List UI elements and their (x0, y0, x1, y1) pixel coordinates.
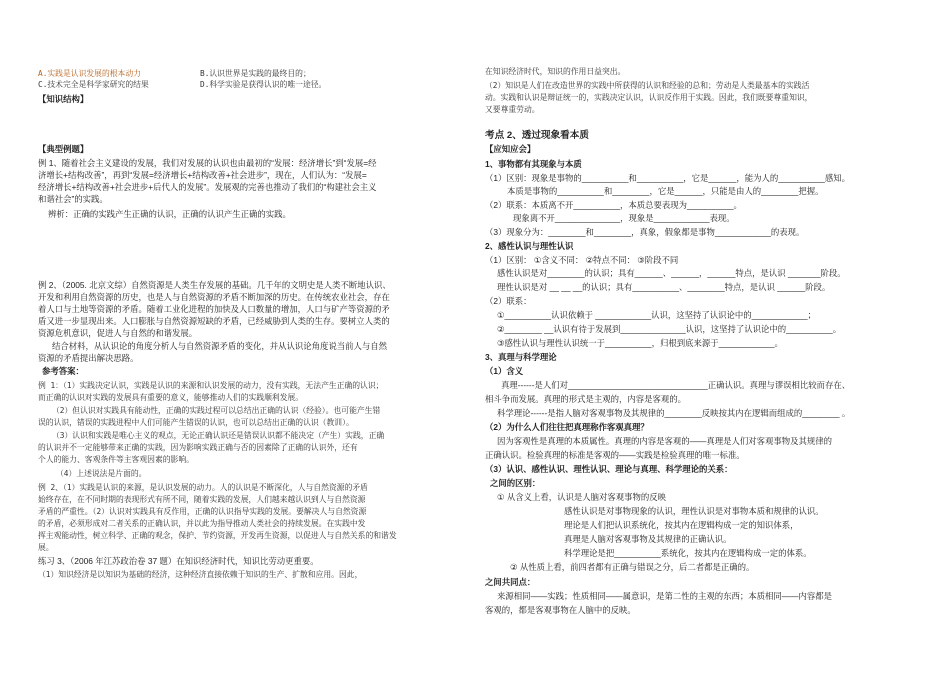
left-text-line: 资源的矛盾提出解决思路。 (38, 353, 139, 363)
right-text-line: （2）联系：本质离不开__________，本质总要表现为__________。 (485, 200, 742, 210)
left-text-line: 着人口与土地等资源的矛盾。随着工业化进程的加快及人口数量的增加，人口与矿产等资源的矛 (38, 304, 390, 314)
right-text-line: 因为客观性是真理的本质属性。真理的内容是客观的——真理是人们对客观事物及其规律的 (497, 436, 832, 446)
right-text-line: 客观的，都是客观事物在人脑中的反映。 (485, 605, 636, 615)
right-text-line: （3）现象分为：________和________，真象，假象都是事物____________的表现。 (485, 227, 805, 237)
right-text-line: 又要尊重劳动。 (485, 105, 540, 114)
left-text-line: 练习 3、（2006 年江苏政治卷 37 题）在知识经济时代，知识比劳动更重要。 (38, 556, 319, 566)
left-text-line: 个人的能力、客观条件等主客观因素的影响。 (38, 455, 194, 464)
left-text-line: 和谐社会”的实践。 (38, 194, 108, 204)
right-text-line: （2）为什么人们往往把真理称作客观真理？ (485, 422, 649, 432)
left-text-line: 挥主观能动性，树立科学、正确的观念，保护、节约资源，开发再生资源，以促进人与自然关系的和谐发 (38, 531, 397, 540)
right-text-line: 理论是人们把认识系统化，按其内在逻辑构成一定的知识体系， (564, 520, 799, 530)
left-text-line: C.技术完全是科学家研究的结果 (38, 80, 149, 89)
right-text-line: ③感性认识与理性认识统一于__________，归根到底来源于____________。 (497, 338, 783, 348)
left-text-line: 开发和利用自然资源的历史，也是人与自然资源的矛盾不断加深的历史。在传统农业社会，存在 (38, 292, 390, 302)
left-text-line: 的认识并不一定能够带来正确的实践，因为影响实践正确与否的因素除了正确的认识外，还有 (38, 443, 358, 452)
right-text-line: 在知识经济时代，知识的作用日益突出。 (485, 67, 626, 76)
left-text-line: 而正确的认识对实践的发展具有重要的意义，能够推动人们的实践顺利发展。 (38, 393, 304, 402)
left-text-line: 例 1、随着社会主义建设的发展，我们对发展的认识也由最初的“发展：经济增长”到“发展=经 (38, 158, 377, 168)
left-text-line: （3）认识和实践是唯心主义的观点，无论正确认识还是错误认识都不能决定（产生）实践，正确 (52, 431, 385, 440)
left-text-line: （1）知识经济是以知识为基础的经济，这种经济直接依赖于知识的生产、扩散和应用。因此， (38, 570, 363, 579)
left-text-line: 济增长+结构改善”，再到“发展=经济增长+结构改善+社会进步”，现在，人们认为：“发展= (38, 170, 367, 180)
left-text-line: （4）上述说法是片面的。 (56, 469, 147, 478)
right-text-line: （2）联系： (485, 296, 532, 306)
right-text-line: 【应知应会】 (485, 144, 536, 154)
right-text-line: ①__________认识依赖于 ____________认识，这坚持了认识论中的____________； (497, 310, 816, 320)
right-text-line: 科学理论是把__________系统化，按其内在逻辑构成一定的体系。 (564, 548, 812, 558)
left-text-line: A.实践是认识发展的根本动力 (38, 69, 141, 78)
left-text-line: 经济增长+结构改善+社会进步+后代人的发展”。发展观的完善也推动了我们的“构建社会主义 (38, 182, 377, 192)
right-text-line: 正确认识。检验真理的标准是客观的——实践是检验真理的唯一标准。 (485, 450, 745, 460)
left-text-line: 误的认识，错误的实践进程中人们可能产生错误的认识，也可以总结出正确的认识（教训）。 (38, 418, 354, 427)
left-text-line: 例 2、（2005. 北京文综）自然资源是人类生存发展的基础。几千年的文明史是人类不断地认识、 (38, 280, 391, 290)
right-text-line: 感性认识是对________的认识；具有______、______，______特点，是认识 _______阶段。 (497, 268, 846, 278)
right-text-line: 真理是人脑对客观事物及其规律的正确认识。 (564, 534, 732, 544)
right-text-line: （1）含义 (485, 366, 524, 376)
right-text-line: ②________ __认识有待于发展到______________认识，这坚持了认识论中的__________。 (497, 324, 842, 334)
right-text-line: 真理------是人们对______________________________正确认识。真理与谬误相比较而存在、 (501, 380, 851, 390)
right-text-line: 来源相同——实践；性质相同——属意识，是第二性的主观的东西；本质相同——内容都是 (497, 591, 832, 601)
right-text-line: 现象离不开______________，现象是____________表现。 (513, 213, 735, 223)
left-text-line: D.科学实验是获得认识的唯一途径。 (200, 80, 327, 89)
right-text-line: 理性认识是对 __ __ __的认识；具有__________、________特点，是认识 ______阶段。 (497, 282, 831, 292)
right-text-line: 科学理论------是指人脑对客观事物及其规律的________反映按其内在逻辑而组成的________ 。 (497, 408, 851, 418)
left-text-line: 例 1：（1）实践决定认识，实践是认识的来源和认识发展的动力，没有实践，无法产生正确的认识； (38, 381, 384, 390)
right-text-line: ② 从性质上看，前四者都有正确与错误之分，后二者都是正确的。 (510, 562, 755, 572)
right-text-line: 之间共同点： (485, 577, 536, 587)
right-text-line: ① 从含义上看，认识是人脑对客观事物的反映 (497, 492, 666, 502)
right-text-line: （1）区别： ①含义不同： ②特点不同： ③阶段不同 (485, 255, 679, 265)
left-text-line: 资源危机意识，促进人与自然的和谐发展。 (38, 328, 198, 338)
right-text-line: 本质是事物的__________和________，它是______，只能是由人的________把握。 (507, 186, 824, 196)
left-text-line: 盾又进一步显现出来。人口膨胀与自然资源短缺的矛盾，已经威胁到人类的生存。要树立人类的 (38, 316, 390, 326)
left-text-line: B.认识世界是实践的最终目的； (200, 69, 311, 78)
right-text-line: 考点 2、透过现象看本质 (485, 130, 589, 141)
left-text-line: 辨析：正确的实践产生正确的认识，正确的认识产生正确的实践。 (48, 209, 291, 219)
right-text-line: 1、事物都有其现象与本质 (485, 159, 582, 169)
left-text-line: （2）但认识对实践具有能动性，正确的实践过程可以总结出正确的认识（经验）。也可能产生错 (52, 406, 381, 415)
left-text-line: 结合材料，从认识论的角度分析人与自然资源矛盾的变化，并从认识论角度说当前人与自然 (52, 341, 387, 351)
right-text-line: 动。实践和认识是辩证统一的，实践决定认识，认识反作用于实践。因此，我们既要尊重知识， (485, 93, 813, 102)
left-text-line: 的矛盾，必须形成对二者关系的正确认识，并以此为指导推动人类社会的持续发展。在实践中发 (38, 519, 366, 528)
right-text-line: 2、感性认识与理性认识 (485, 241, 574, 251)
right-text-line: 相斗争而发展。真理的形式是主观的，内容是客观的。 (485, 394, 686, 404)
right-text-line: （2）知识是人们在改造世界的实践中所获得的认识和经验的总和；劳动是人类最基本的实践活 (485, 81, 810, 90)
left-text-line: 【知识结构】 (38, 94, 89, 104)
left-text-line: 始终存在，在不同时期的表现形式有所不同，随着实践的发展，人们越来越认识到人与自然资源 (38, 495, 366, 504)
right-text-line: （3）认识、感性认识、理性认识、理论与真理、科学理论的关系： (485, 464, 733, 474)
left-text-line: 例 2、（1）实践是认识的来源，是认识发展的动力。人的认识是不断深化，人与自然资源的矛盾 (38, 483, 368, 492)
left-text-line: 【典型例题】 (38, 144, 89, 154)
right-text-line: 感性认识是对事物现象的认识，理性认识是对事物本质和规律的认识。 (564, 506, 824, 516)
left-text-line: 参考答案： (42, 366, 84, 376)
left-text-line: 矛盾的严重性。（2）认识对实践具有反作用，正确的认识指导实践的发展。要解决人与自然资源 (38, 507, 367, 516)
right-text-line: 之间的区别： (490, 478, 541, 488)
right-text-line: 3、真理与科学理论 (485, 352, 557, 362)
left-text-line: 展。 (38, 543, 54, 552)
right-text-line: （1）区别：现象是事物的__________和__________，它是______，能为人的__________感知。 (485, 173, 850, 183)
